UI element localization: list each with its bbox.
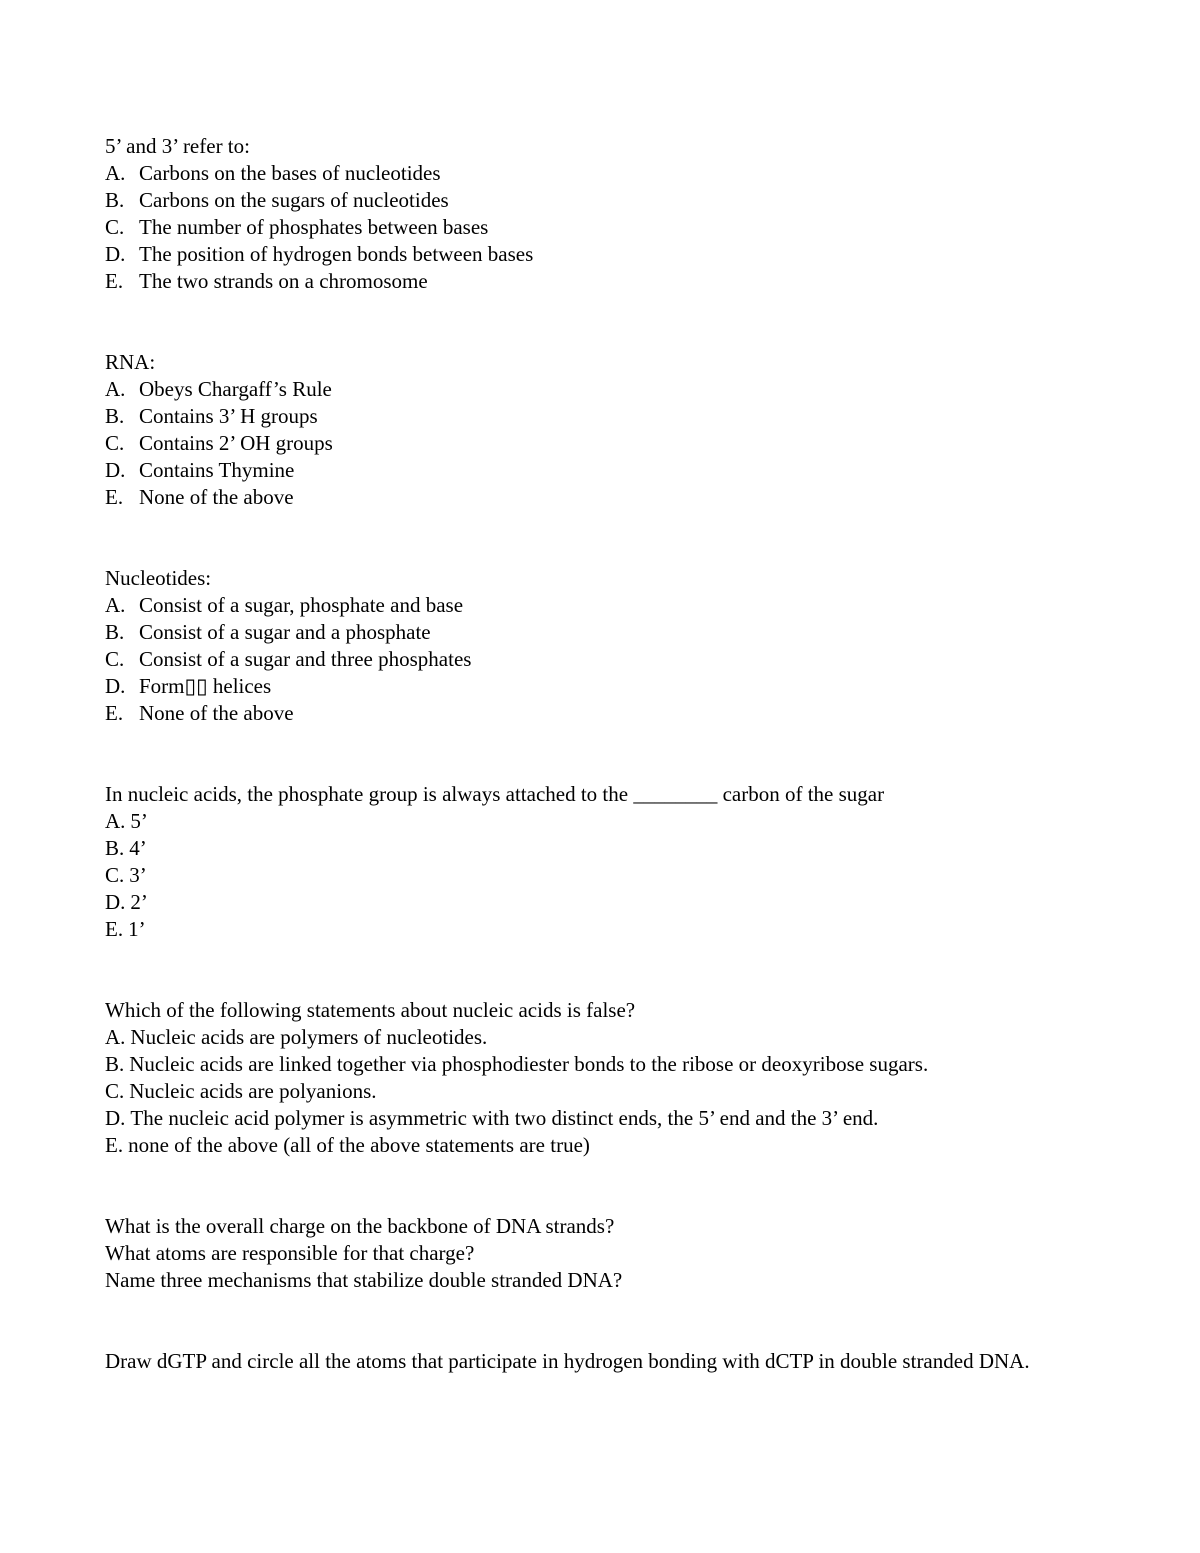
option-letter: C. xyxy=(105,863,125,887)
option-text: The position of hydrogen bonds between bases xyxy=(139,242,534,266)
open-question-line: Name three mechanisms that stabilize double stranded DNA? xyxy=(105,1268,623,1292)
option-letter: B. xyxy=(105,404,125,428)
option-letter: A. xyxy=(105,377,126,401)
option-text: Consist of a sugar, phosphate and base xyxy=(139,593,464,617)
option-text: Contains 3’ H groups xyxy=(139,404,318,428)
option-e xyxy=(105,700,1105,727)
option-letter: E. xyxy=(105,485,124,509)
option-letter: A. xyxy=(105,809,126,833)
option-text: Nucleic acids are polymers of nucleotides. xyxy=(130,1025,488,1049)
question-3 xyxy=(105,565,1105,727)
option-letter: A. xyxy=(105,1025,126,1049)
option-text: The number of phosphates between bases xyxy=(139,215,489,239)
option-text: The two strands on a chromosome xyxy=(139,269,428,293)
option-letter: C. xyxy=(105,215,125,239)
option-text: Carbons on the bases of nucleotides xyxy=(139,161,441,185)
option-d xyxy=(105,673,1105,700)
option-text: The nucleic acid polymer is asymmetric with two distinct ends, the 5’ end and the 3’ end. xyxy=(130,1106,879,1130)
option-e xyxy=(105,916,1105,943)
option-text: Contains 2’ OH groups xyxy=(139,431,333,455)
option-letter: D. xyxy=(105,458,126,482)
question-1 xyxy=(105,133,1105,295)
option-a xyxy=(105,376,1105,403)
question-7 xyxy=(105,1348,1105,1375)
option-b xyxy=(105,187,1105,214)
option-c xyxy=(105,214,1105,241)
option-text: Consist of a sugar and three phosphates xyxy=(139,647,472,671)
option-c xyxy=(105,430,1105,457)
option-text: Form▯▯ helices xyxy=(139,674,272,698)
option-text: 2’ xyxy=(130,890,148,914)
option-text: Consist of a sugar and a phosphate xyxy=(139,620,431,644)
option-text: Nucleic acids are polyanions. xyxy=(129,1079,377,1103)
question-stem: Which of the following statements about nucleic acids is false? xyxy=(105,998,636,1022)
option-letter: E. xyxy=(105,701,124,725)
option-letter: C. xyxy=(105,647,125,671)
option-b xyxy=(105,835,1105,862)
option-letter: C. xyxy=(105,431,125,455)
option-text: 3’ xyxy=(129,863,147,887)
option-b xyxy=(105,619,1105,646)
option-text: Obeys Chargaff’s Rule xyxy=(139,377,332,401)
option-letter: C. xyxy=(105,1079,125,1103)
option-c xyxy=(105,862,1105,889)
option-a xyxy=(105,1024,1105,1051)
option-e xyxy=(105,1132,1105,1159)
option-text: 4’ xyxy=(129,836,147,860)
question-5 xyxy=(105,997,1105,1159)
option-text: None of the above xyxy=(139,701,294,725)
open-question-line: What atoms are responsible for that charge? xyxy=(105,1241,475,1265)
option-letter: B. xyxy=(105,620,125,644)
option-letter: E. xyxy=(105,269,124,293)
question-2 xyxy=(105,349,1105,511)
option-a xyxy=(105,160,1105,187)
question-6 xyxy=(105,1213,1105,1294)
option-letter: B. xyxy=(105,836,125,860)
drawing-prompt: Draw dGTP and circle all the atoms that participate in hydrogen bonding with dCTP in double stranded DNA. xyxy=(105,1349,1030,1373)
option-d xyxy=(105,889,1105,916)
option-letter: D. xyxy=(105,1106,126,1130)
document-content xyxy=(105,133,1105,1375)
option-letter: D. xyxy=(105,890,126,914)
option-d xyxy=(105,1105,1105,1132)
option-text: 1’ xyxy=(128,917,146,941)
question-stem: In nucleic acids, the phosphate group is always attached to the ________ carbon of the sugar xyxy=(105,782,885,806)
option-letter: D. xyxy=(105,242,126,266)
option-b xyxy=(105,403,1105,430)
option-letter: A. xyxy=(105,161,126,185)
option-letter: B. xyxy=(105,1052,125,1076)
option-text: Contains Thymine xyxy=(139,458,295,482)
option-letter: A. xyxy=(105,593,126,617)
option-text: none of the above (all of the above statements are true) xyxy=(128,1133,590,1157)
option-text: Carbons on the sugars of nucleotides xyxy=(139,188,449,212)
option-text: None of the above xyxy=(139,485,294,509)
option-c xyxy=(105,646,1105,673)
option-d xyxy=(105,457,1105,484)
question-stem: RNA: xyxy=(105,350,156,374)
question-4 xyxy=(105,781,1105,943)
option-a xyxy=(105,592,1105,619)
option-text: 5’ xyxy=(130,809,148,833)
option-letter: E. xyxy=(105,1133,124,1157)
option-e xyxy=(105,268,1105,295)
option-a xyxy=(105,808,1105,835)
open-question-line: What is the overall charge on the backbone of DNA strands? xyxy=(105,1214,615,1238)
option-b xyxy=(105,1051,1105,1078)
question-stem: 5’ and 3’ refer to: xyxy=(105,134,250,158)
option-text: Nucleic acids are linked together via phosphodiester bonds to the ribose or deoxyribose sugars. xyxy=(129,1052,929,1076)
question-stem: Nucleotides: xyxy=(105,566,212,590)
option-e xyxy=(105,484,1105,511)
option-d xyxy=(105,241,1105,268)
option-letter: E. xyxy=(105,917,124,941)
option-letter: B. xyxy=(105,188,125,212)
option-c xyxy=(105,1078,1105,1105)
option-letter: D. xyxy=(105,674,126,698)
